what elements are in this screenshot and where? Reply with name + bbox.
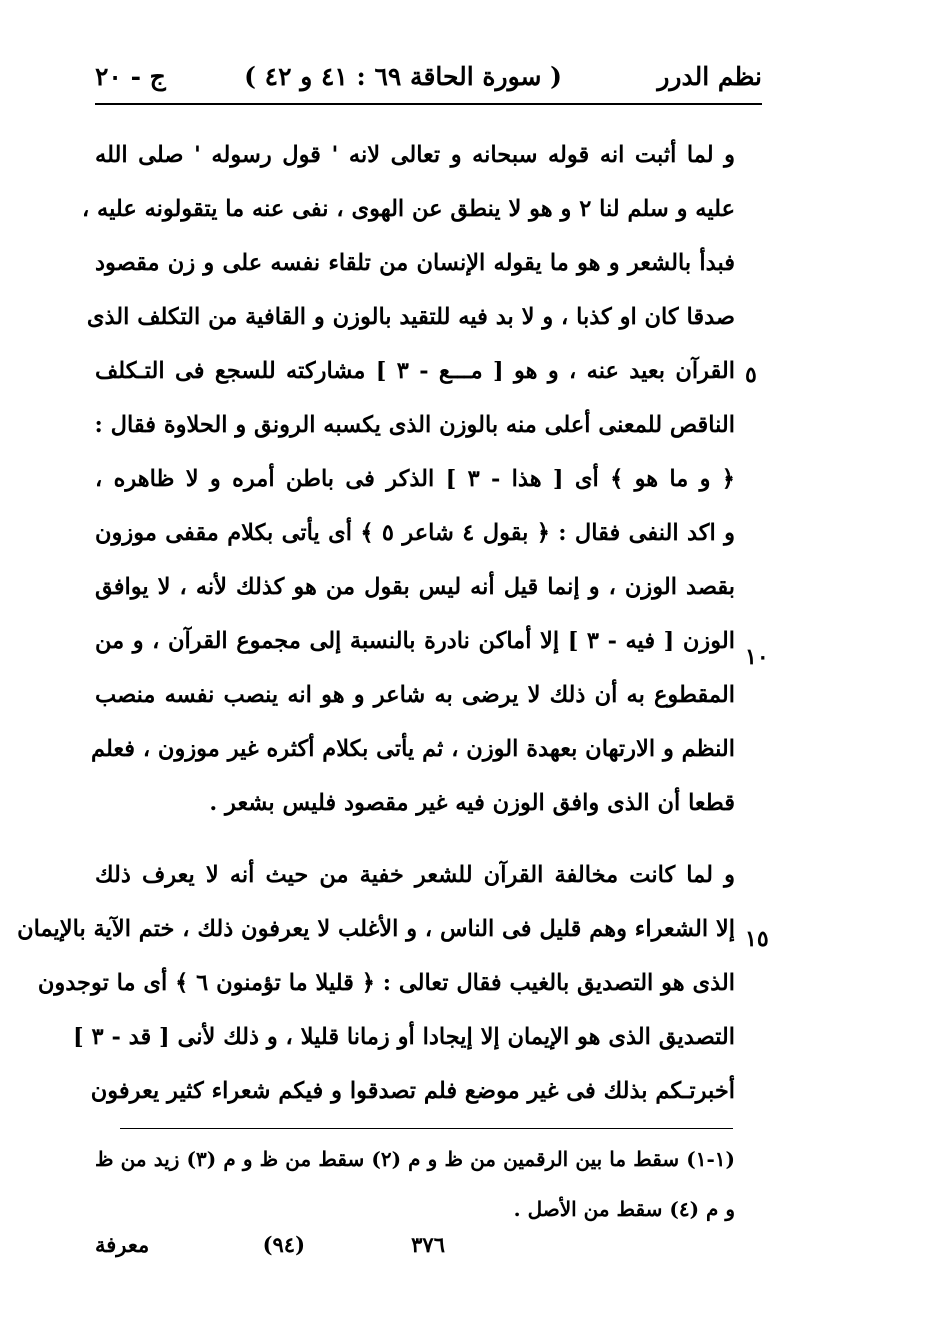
text-line: ﴿ و ما هو ﴾ أى [ هذا - ٣ ] الذكر فى باطن أمره و لا ظاهره ،	[95, 466, 735, 492]
footnote-rule	[120, 1128, 733, 1129]
text-line: إلا الشعراء وهم قليل فى الناس ، و الأغلب لا يعرفون ذلك ، ختم الآية بالإيمان	[17, 916, 735, 942]
line-number: ١٥	[745, 926, 769, 952]
footnote-line: و م (٤) سقط من الأصل .	[513, 1197, 735, 1221]
text-line: و اكد النفى فقال : ﴿ بقول ٤ شاعر ٥ ﴾ أى يأتى بكلام مقفى موزون	[95, 520, 735, 546]
main-text	[17, 128, 736, 1118]
text-line: فبدأ بالشعر و هو ما يقوله الإنسان من تلقاء نفسه على و زن مقصود	[95, 250, 735, 276]
book-title: نظم الدرر	[657, 62, 762, 91]
surah-reference: ( سورة الحاقة ٦٩ : ٤١ و ٤٢ )	[244, 62, 562, 91]
line-number: ٥	[745, 362, 757, 388]
text-line: الناقص للمعنى أعلى منه بالوزن الذى يكسبه الرونق و الحلاوة فقال :	[94, 412, 735, 438]
part-number: ج - ٢٠	[95, 62, 166, 91]
signature-mark: (٩٤)	[262, 1232, 305, 1257]
text-line: صدقا كان او كذبا ، و لا بد فيه للتقيد بالوزن و القافية من التكلف الذى	[86, 304, 735, 330]
page-number: ٣٧٦	[411, 1232, 445, 1257]
text-line: النظم و الارتهان بعهدة الوزن ، ثم يأتى بكلام أكثره غير موزون ، فعلم	[90, 736, 735, 762]
text-line: الذى هو التصديق بالغيب فقال تعالى : ﴿ قليلا ما تؤمنون ٦ ﴾ أى ما توجدون	[37, 970, 735, 996]
footnotes	[95, 1134, 735, 1234]
text-line: عليه و سلم لنا ٢ و هو لا ينطق عن الهوى ، نفى عنه ما يتقولونه عليه ،	[81, 196, 735, 222]
page-footer	[95, 1232, 495, 1262]
catchword: معرفة	[95, 1232, 150, 1257]
header-rule	[95, 103, 762, 105]
footnote-line: (١-١) سقط ما بين الرقمين من ظ و م (٢) سقط من ظ و م (٣) زيد من ظ	[95, 1147, 735, 1171]
text-line: و لما كانت مخالفة القرآن للشعر خفية من حيث أنه لا يعرف ذلك	[95, 862, 735, 888]
text-line: المقطوع به أن ذلك لا يرضى به شاعر و هو انه ينصب نفسه منصب	[95, 682, 735, 708]
text-line: الوزن [ فيه - ٣ ] إلا أماكن نادرة بالنسبة إلى مجموع القرآن ، و من	[95, 628, 735, 654]
text-line: أخبرتـكم بذلك فى غير موضع فلم تصدقوا و فيكم شعراء كثير يعرفون	[90, 1078, 735, 1104]
text-line: القرآن بعيد عنه ، و هو [ مـــع - ٣ ] مشاركته للسجع فى التـكلف	[95, 358, 736, 384]
line-number: ١٠	[745, 644, 769, 670]
running-header	[95, 58, 762, 98]
text-line: و لما أثبت انه قوله سبحانه و تعالى لانه ' قول رسوله ' صلى الله	[95, 142, 735, 168]
text-line: بقصد الوزن ، و إنما قيل أنه ليس بقول من هو كذلك لأنه ، لا يوافق	[95, 574, 735, 600]
text-line: التصديق الذى هو الإيمان إلا إيجادا أو زمانا قليلا ، و ذلك لأنى [ قد - ٣ ]	[73, 1024, 735, 1050]
text-line: قطعا أن الذى وافق الوزن فيه غير مقصود فليس بشعر .	[209, 790, 735, 816]
